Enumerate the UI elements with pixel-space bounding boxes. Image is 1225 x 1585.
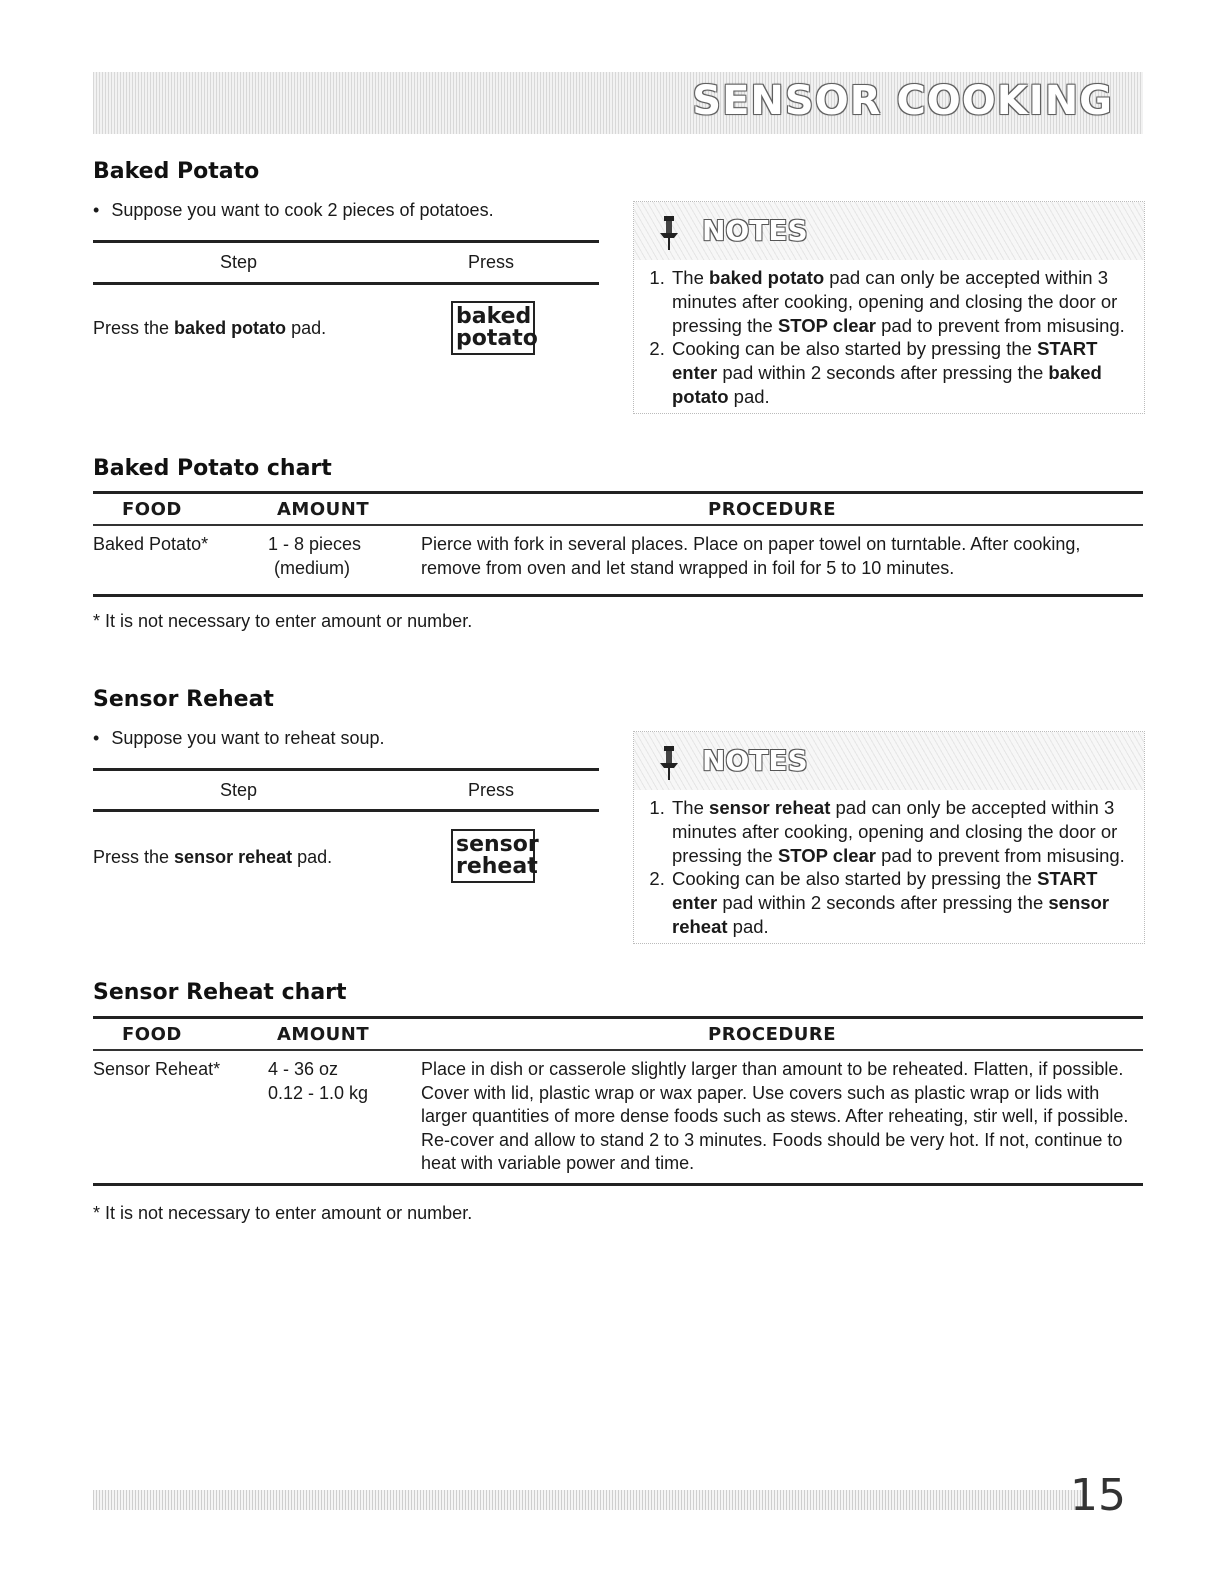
procedure-column-header: PROCEDURE — [708, 499, 837, 520]
press-column-header: Press — [468, 780, 515, 800]
notes-header — [634, 202, 1144, 260]
notes-box-sensor-reheat — [633, 731, 1145, 944]
step-table-header-rule — [93, 809, 599, 812]
footnote: * It is not necessary to enter amount or number. — [93, 1203, 473, 1223]
sensor-reheat-pad: sensor reheat — [451, 829, 535, 883]
chart-bottom-rule — [93, 1183, 1143, 1186]
amount-column-header: AMOUNT — [277, 1024, 370, 1045]
notes-box-baked-potato — [633, 201, 1145, 414]
sensor-reheat-bullet: • Suppose you want to reheat soup. — [93, 728, 385, 749]
food-cell: Sensor Reheat* — [93, 1059, 221, 1079]
sensor-reheat-heading: Sensor Reheat — [93, 687, 274, 712]
step-table-top-rule — [93, 240, 599, 243]
notes-title: NOTES — [702, 744, 808, 777]
footer-band — [93, 1490, 1083, 1510]
procedure-column-header: PROCEDURE — [708, 1024, 837, 1045]
amount-cell-line1: 4 - 36 oz — [268, 1059, 339, 1079]
baked-potato-bullet: • Suppose you want to cook 2 pieces of potatoes. — [93, 200, 494, 221]
step-table-header-rule — [93, 282, 599, 285]
note-item: 2. Cooking can be also started by pressing the START enter pad within 2 seconds after pressing the baked potato pad. — [670, 337, 1134, 408]
food-column-header: FOOD — [122, 499, 182, 520]
step-column-header: Step — [220, 252, 258, 272]
step-column-header: Step — [220, 780, 258, 800]
notes-header — [634, 732, 1144, 790]
note-item: 2. Cooking can be also started by pressing the START enter pad within 2 seconds after pressing the sensor reheat pad. — [670, 867, 1134, 938]
notes-title: NOTES — [702, 214, 808, 247]
amount-cell-line2: 0.12 - 1.0 kg — [268, 1083, 369, 1103]
notes-list — [634, 790, 1144, 943]
header-banner — [93, 72, 1143, 134]
page-number: 15 — [1070, 1470, 1126, 1521]
pushpin-icon — [654, 744, 684, 782]
note-item: 1. The sensor reheat pad can only be accepted within 3 minutes after cooking, opening and closing the door or pressing the STOP clear pad to prevent from misusing. — [670, 796, 1134, 867]
baked-potato-heading: Baked Potato — [93, 159, 260, 184]
amount-cell-line2: (medium) — [274, 558, 351, 578]
notes-list — [634, 260, 1144, 413]
amount-cell-line1: 1 - 8 pieces — [268, 534, 362, 554]
amount-column-header: AMOUNT — [277, 499, 370, 520]
procedure-cell: Place in dish or casserole slightly larger than amount to be reheated. Flatten, if possible. Cover with lid, plastic wrap or wax paper. Use covers such as plastic wrap or lids with larger quantities of more dense foods such as stews. After reheating, stir well, if possible. Re-cover and allow to stand 2 to 3 minutes. Foods should be very hot. If not, continue to heat with variable power and time. — [421, 1059, 1129, 1173]
baked-potato-pad: baked potato — [451, 301, 535, 355]
chart-top-rule — [93, 491, 1143, 494]
baked-potato-step-text: Press the baked potato pad. — [93, 318, 327, 338]
pushpin-icon — [654, 214, 684, 252]
note-item: 1. The baked potato pad can only be accepted within 3 minutes after cooking, opening and closing the door or pressing the STOP clear pad to prevent from misusing. — [670, 266, 1134, 337]
baked-potato-chart-heading: Baked Potato chart — [93, 456, 332, 481]
chart-header-rule — [93, 524, 1143, 526]
procedure-cell: Pierce with fork in several places. Place on paper towel on turntable. After cooking, remove from oven and let stand wrapped in foil for 5 to 10 minutes. — [421, 534, 1081, 578]
food-cell: Baked Potato* — [93, 534, 209, 554]
food-column-header: FOOD — [122, 1024, 182, 1045]
chart-bottom-rule — [93, 594, 1143, 597]
chart-top-rule — [93, 1016, 1143, 1019]
chart-header-rule — [93, 1049, 1143, 1051]
footnote: * It is not necessary to enter amount or number. — [93, 611, 473, 631]
sensor-reheat-step-text: Press the sensor reheat pad. — [93, 847, 333, 867]
step-table-top-rule — [93, 768, 599, 771]
press-column-header: Press — [468, 252, 515, 272]
sensor-reheat-chart-heading: Sensor Reheat chart — [93, 980, 347, 1005]
page-title: SENSOR COOKING — [692, 78, 1113, 124]
